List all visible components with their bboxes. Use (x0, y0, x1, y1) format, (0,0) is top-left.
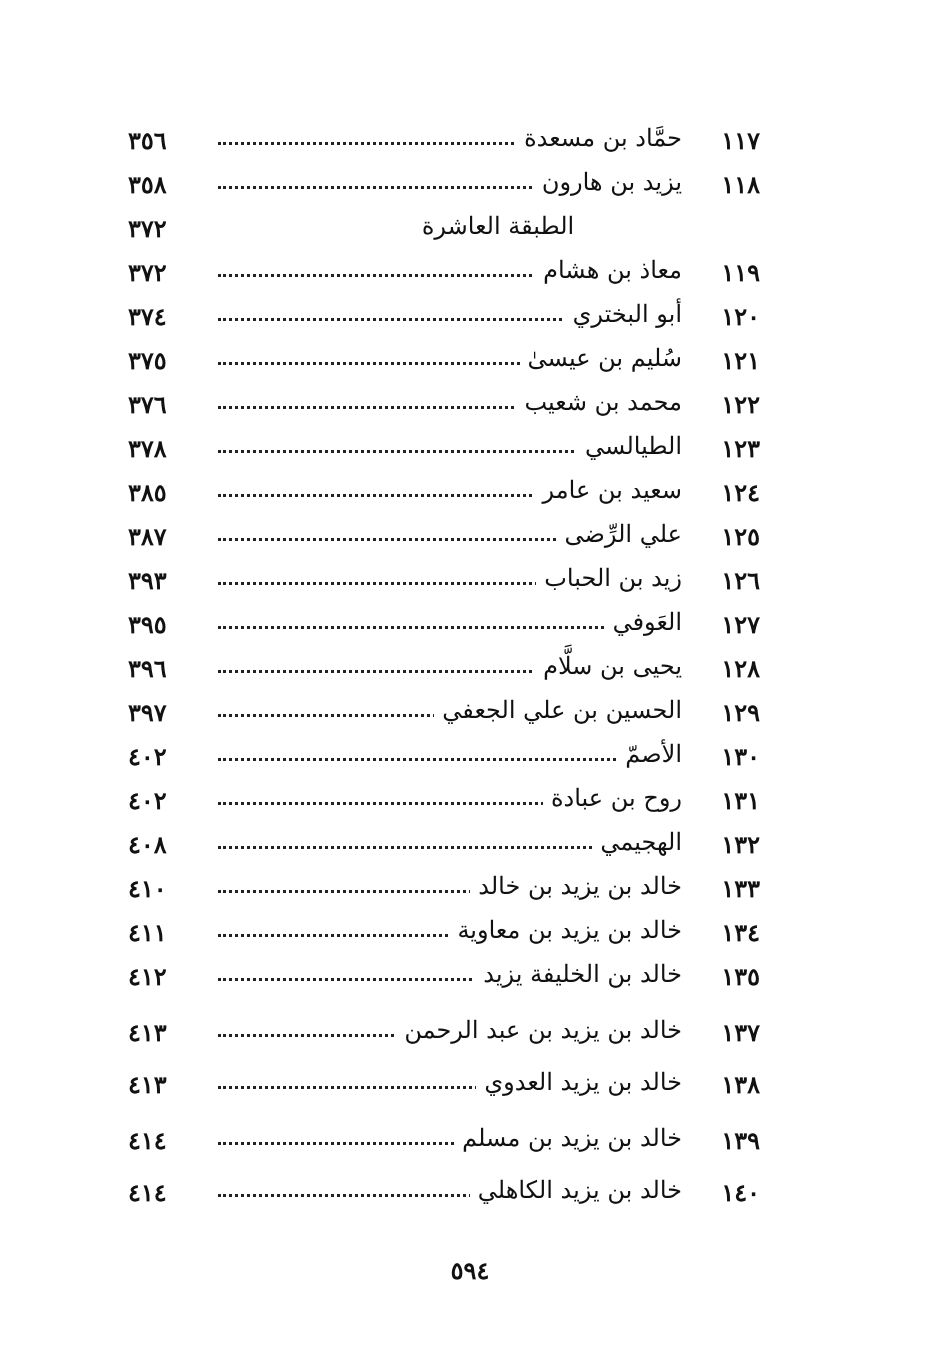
entry-page-number: ٣٧٨ (128, 434, 167, 463)
entry-title: معاذ بن هشام (535, 256, 682, 284)
entry-page-number: ٣٩٧ (128, 698, 167, 727)
entry-page-number: ٣٨٧ (128, 522, 167, 551)
entry-title: خالد بن يزيد بن معاوية (449, 916, 682, 944)
entry-number: ١٢٦ (721, 566, 760, 595)
entry-page-number: ٤١١ (128, 918, 167, 947)
entry-number: ١١٨ (721, 170, 760, 199)
entry-page-number: ٣٧٤ (128, 302, 167, 331)
entry-number: ١٣٥ (721, 962, 760, 991)
entry-number: ١٢١ (721, 346, 760, 375)
entry-page-number: ٣٩٣ (128, 566, 167, 595)
toc-entry (128, 1010, 778, 1054)
entry-page-number: ٤٠٢ (128, 742, 167, 771)
entry-number: ١٢٤ (721, 478, 760, 507)
entry-page-number: ٣٩٦ (128, 654, 167, 683)
entry-page-number: ٤١٤ (128, 1126, 167, 1155)
entry-number: ١٢٣ (721, 434, 760, 463)
entry-title: روح بن عبادة (543, 784, 682, 812)
entry-number: ١٢٨ (721, 654, 760, 683)
entry-page-number: ٣٥٦ (128, 126, 167, 155)
toc-entry (128, 1170, 778, 1214)
table-of-contents (128, 118, 778, 1214)
toc-entry (128, 294, 778, 338)
entry-page-number: ٤٠٢ (128, 786, 167, 815)
entry-title: خالد بن يزيد بن عبد الرحمن (396, 1016, 682, 1044)
toc-entry (128, 338, 778, 382)
entry-page-number: ٤١٣ (128, 1070, 167, 1099)
entry-number: ١٣٠ (721, 742, 760, 771)
toc-entry (128, 162, 778, 206)
entry-page-number: ٣٩٥ (128, 610, 167, 639)
entry-title: خالد بن يزيد بن خالد (470, 872, 682, 900)
entry-title: سُليم بن عيسىٰ (520, 344, 682, 372)
toc-entry (128, 426, 778, 470)
entry-number: ١٢٧ (721, 610, 760, 639)
entry-title: محمد بن شعيب (516, 388, 682, 416)
entry-page-number: ٣٥٨ (128, 170, 167, 199)
entry-page-number: ٣٧٢ (128, 258, 167, 287)
entry-title: خالد بن الخليفة يزيد (475, 960, 682, 988)
entry-title: الأصمّ (617, 740, 682, 768)
section-title: الطبقة العاشرة (421, 212, 575, 240)
entry-title: يحيى بن سلَّام (535, 652, 682, 680)
entry-title: الطيالسي (577, 432, 682, 460)
toc-entry (128, 470, 778, 514)
entry-title: الحسين بن علي الجعفي (434, 696, 682, 724)
toc-entry (128, 602, 778, 646)
toc-entry (128, 910, 778, 954)
entry-number: ١٢٠ (721, 302, 760, 331)
entry-number: ١٣٢ (721, 830, 760, 859)
toc-entry (128, 250, 778, 294)
entry-title: يزيد بن هارون (534, 168, 682, 196)
toc-entry (128, 646, 778, 690)
entry-title: أبو البختري (565, 300, 682, 328)
entry-number: ١٣٧ (721, 1018, 760, 1047)
entry-title: العَوفي (605, 608, 682, 636)
toc-entry (128, 514, 778, 558)
entry-title: خالد بن يزيد الكاهلي (470, 1176, 682, 1204)
entry-title: خالد بن يزيد العدوي (476, 1068, 682, 1096)
entry-number: ١١٧ (721, 126, 760, 155)
entry-number: ١٣٨ (721, 1070, 760, 1099)
toc-entry (128, 734, 778, 778)
entry-number: ١٣٤ (721, 918, 760, 947)
entry-number: ١٢٥ (721, 522, 760, 551)
dot-leader (218, 758, 682, 761)
entry-title: علي الرِّضى (556, 520, 682, 548)
entry-title: حمَّاد بن مسعدة (516, 124, 682, 152)
toc-entry (128, 866, 778, 910)
section-heading-row (128, 206, 778, 250)
entry-page-number: ٤١٠ (128, 874, 167, 903)
toc-entry (128, 690, 778, 734)
page-number: ٥٩٤ (450, 1256, 490, 1285)
entry-number: ١١٩ (721, 258, 760, 287)
entry-title: خالد بن يزيد بن مسلم (454, 1124, 682, 1152)
entry-page-number: ٤١٢ (128, 962, 167, 991)
toc-entry (128, 1118, 778, 1162)
entry-number: ١٤٠ (721, 1178, 760, 1207)
toc-entry (128, 822, 778, 866)
entry-title: زيد بن الحباب (536, 564, 682, 592)
entry-number: ١٢٩ (721, 698, 760, 727)
toc-entry (128, 382, 778, 426)
entry-page-number: ٤١٣ (128, 1018, 167, 1047)
entry-page-number: ٣٧٦ (128, 390, 167, 419)
entry-page-number: ٣٨٥ (128, 478, 167, 507)
entry-number: ١٣١ (721, 786, 760, 815)
toc-entry (128, 118, 778, 162)
toc-entry (128, 1062, 778, 1106)
toc-entry (128, 954, 778, 998)
entry-page-number: ٤٠٨ (128, 830, 167, 859)
entry-number: ١٣٩ (721, 1126, 760, 1155)
entry-title: سعيد بن عامر (535, 476, 682, 504)
entry-number: ١٢٢ (721, 390, 760, 419)
toc-entry (128, 558, 778, 602)
entry-page-number: ٣٧٥ (128, 346, 167, 375)
toc-entry (128, 778, 778, 822)
entry-title: الهجيمي (592, 828, 682, 856)
entry-page-number: ٤١٤ (128, 1178, 167, 1207)
entry-number: ١٣٣ (721, 874, 760, 903)
entry-page-number: ٣٧٢ (128, 214, 167, 243)
